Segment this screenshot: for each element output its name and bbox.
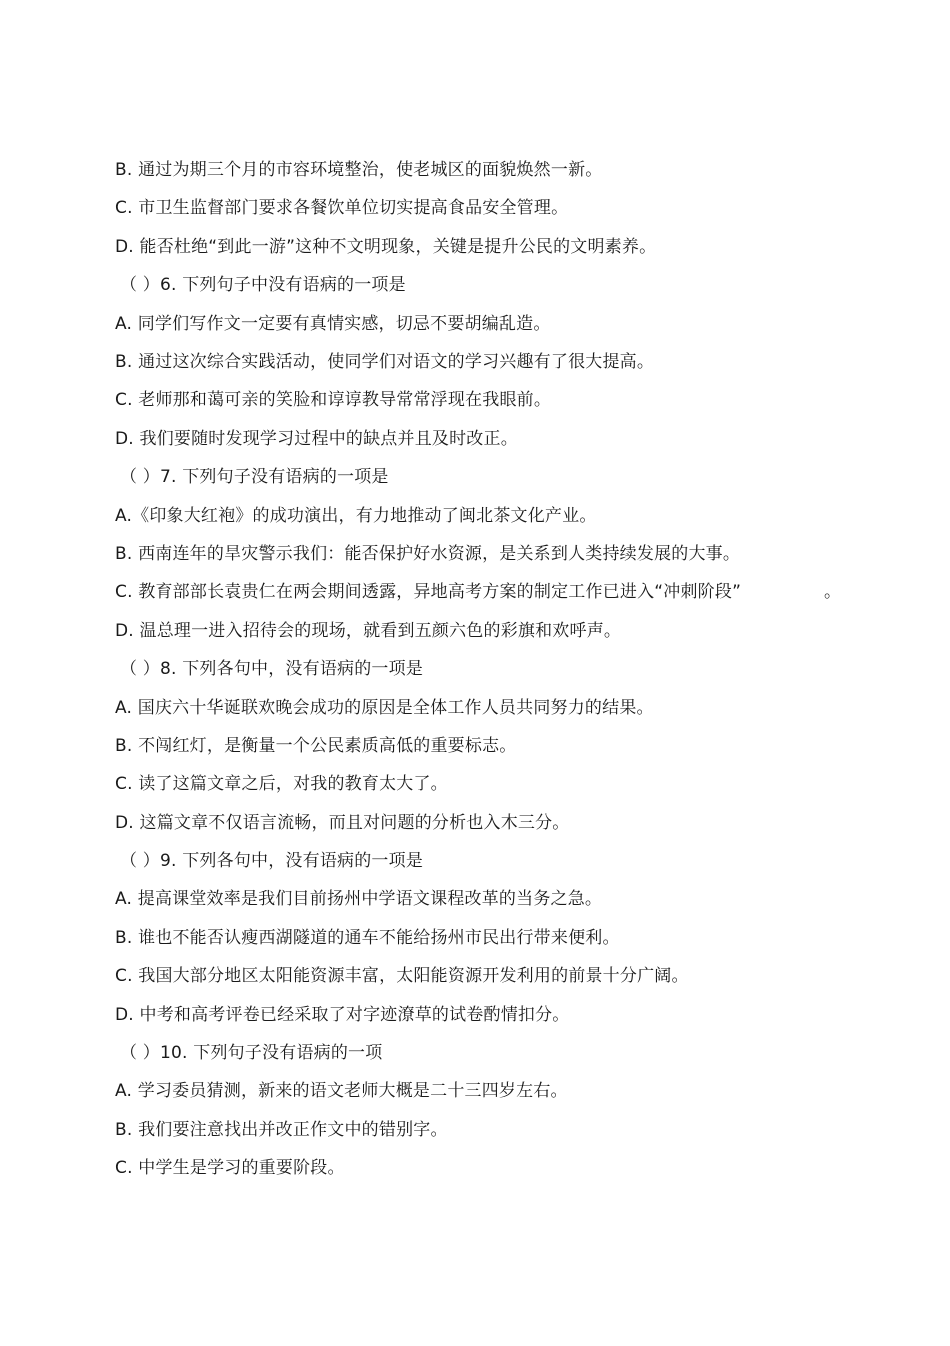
q7-option-d: D. 温总理一进入招待会的现场，就看到五颜六色的彩旗和欢呼声。 [115,621,622,641]
option-b-line: B. 通过为期三个月的市容环境整治，使老城区的面貌焕然一新。 [115,160,603,180]
q9-option-c: C. 我国大部分地区太阳能资源丰富，太阳能资源开发利用的前景十分广阔。 [115,966,689,986]
q7-option-c-period: 。 [824,582,841,602]
q8-option-a: A. 国庆六十华诞联欢晚会成功的原因是全体工作人员共同努力的结果。 [115,698,654,718]
q9-option-a: A. 提高课堂效率是我们目前扬州中学语文课程改革的当务之急。 [115,889,603,909]
question-10-stem: （ ）10. 下列句子没有语病的一项 [120,1043,383,1063]
q8-option-d: D. 这篇文章不仅语言流畅，而且对问题的分析也入木三分。 [115,813,570,833]
question-8-stem: （ ）8. 下列各句中，没有语病的一项是 [120,659,424,679]
q6-option-b: B. 通过这次综合实践活动，使同学们对语文的学习兴趣有了很大提高。 [115,352,655,372]
q7-option-a: A.《印象大红袍》的成功演出，有力地推动了闽北茶文化产业。 [115,506,597,526]
q6-option-c: C. 老师那和蔼可亲的笑脸和谆谆教导常常浮现在我眼前。 [115,390,552,410]
q6-option-a: A. 同学们写作文一定要有真情实感，切忌不要胡编乱造。 [115,314,551,334]
option-c-line: C. 市卫生监督部门要求各餐饮单位切实提高食品安全管理。 [115,198,569,218]
q8-option-b: B. 不闯红灯，是衡量一个公民素质高低的重要标志。 [115,736,517,756]
q7-option-c: C. 教育部部长袁贵仁在两会期间透露，异地高考方案的制定工作已进入“冲刺阶段” [115,582,742,602]
question-9-stem: （ ）9. 下列各句中，没有语病的一项是 [120,851,424,871]
q10-option-b: B. 我们要注意找出并改正作文中的错别字。 [115,1120,448,1140]
q10-option-c: C. 中学生是学习的重要阶段。 [115,1158,345,1178]
option-d-line: D. 能否杜绝“到此一游”这种不文明现象，关键是提升公民的文明素养。 [115,237,657,257]
q10-option-a: A. 学习委员猜测，新来的语文老师大概是二十三四岁左右。 [115,1081,568,1101]
q8-option-c: C. 读了这篇文章之后，对我的教育太大了。 [115,774,448,794]
question-7-stem: （ ）7. 下列句子没有语病的一项是 [120,467,389,487]
question-6-stem: （ ）6. 下列句子中没有语病的一项是 [120,275,406,295]
q6-option-d: D. 我们要随时发现学习过程中的缺点并且及时改正。 [115,429,518,449]
q9-option-b: B. 谁也不能否认瘦西湖隧道的通车不能给扬州市民出行带来便利。 [115,928,620,948]
q7-option-b: B. 西南连年的旱灾警示我们：能否保护好水资源，是关系到人类持续发展的大事。 [115,544,741,564]
q9-option-d: D. 中考和高考评卷已经采取了对字迹潦草的试卷酌情扣分。 [115,1005,570,1025]
